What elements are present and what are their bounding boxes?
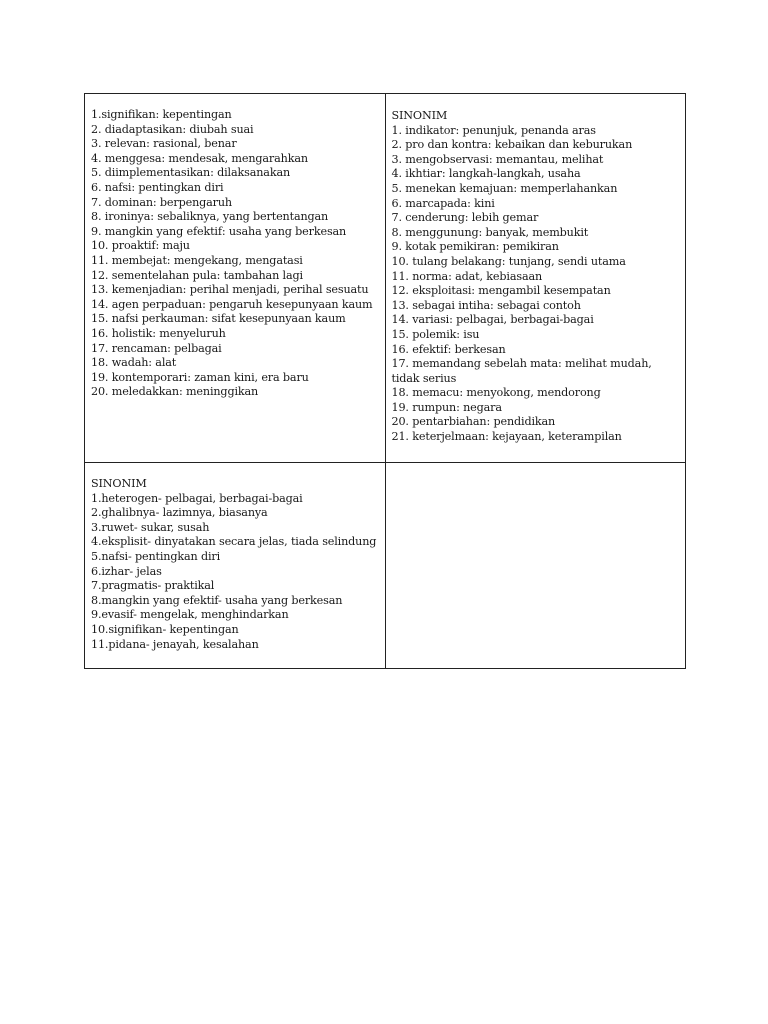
synonym-cell-bottom-left: [85, 463, 386, 669]
synonym-cell-top-left: [85, 94, 386, 463]
synonym-entry: 18. memacu: menyokong, mendorong: [391, 386, 601, 400]
synonym-entry: 6. nafsi: pentingkan diri: [91, 180, 224, 194]
synonym-entry: 12. sementelahan pula: tambahan lagi: [91, 268, 303, 282]
synonym-entry: 11. membejat: mengekang, mengatasi: [91, 253, 303, 267]
synonym-entry: 1.heterogen- pelbagai, berbagai-bagai: [91, 491, 303, 505]
synonym-entry: tidak serius: [391, 371, 457, 385]
synonym-entry: 7. cenderung: lebih gemar: [391, 211, 539, 225]
synonym-entry: 2. pro dan kontra: kebaikan dan keburukan: [391, 138, 633, 152]
synonym-entry: 16. holistik: menyeluruh: [91, 326, 226, 340]
synonym-entry: 9. mangkin yang efektif: usaha yang berkesan: [91, 224, 347, 238]
synonym-entry: 4.eksplisit- dinyatakan secara jelas, tiada selindung: [91, 535, 377, 549]
synonym-entry: 11. norma: adat, kebiasaan: [391, 269, 543, 283]
synonym-entry: 15. polemik: isu: [391, 327, 480, 341]
synonym-entry: 8. ironinya: sebaliknya, yang bertentangan: [91, 210, 329, 224]
cell-heading: SINONIM: [91, 477, 147, 490]
synonym-entry: 6. marcapada: kini: [391, 196, 495, 210]
synonym-cell-top-right: [385, 94, 686, 463]
synonym-list-1: [85, 94, 385, 400]
synonym-entry: 14. variasi: pelbagai, berbagai-bagai: [391, 313, 594, 327]
synonym-entry: 13. sebagai intiha: sebagai contoh: [391, 298, 581, 312]
synonym-entry: 3. relevan: rasional, benar: [91, 137, 237, 151]
synonym-entry: 7. dominan: berpengaruh: [91, 195, 232, 209]
synonym-entry: 1. indikator: penunjuk, penanda aras: [391, 123, 596, 137]
synonym-entry: 12. eksploitasi: mengambil kesempatan: [391, 284, 611, 298]
synonym-entry: 14. agen perpaduan: pengaruh kesepunyaan kaum: [91, 297, 373, 311]
synonym-entry: 10. proaktif: maju: [91, 239, 190, 253]
synonym-entry: 6.izhar- jelas: [91, 564, 162, 578]
synonym-entry: 20. pentarbiahan: pendidikan: [391, 415, 556, 429]
synonym-table: [84, 93, 686, 669]
synonym-entry: 8.mangkin yang efektif- usaha yang berkesan: [91, 593, 343, 607]
synonym-entry: 2.ghalibnya- lazimnya, biasanya: [91, 506, 268, 520]
synonym-entry: 3.ruwet- sukar, susah: [91, 520, 210, 534]
synonym-entry: 1.signifikan: kepentingan: [91, 108, 232, 121]
synonym-entry: 2. diadaptasikan: diubah suai: [91, 122, 254, 136]
synonym-entry: 4. ikhtiar: langkah-langkah, usaha: [391, 167, 581, 181]
synonym-entry: 18. wadah: alat: [91, 356, 177, 370]
synonym-entry: 5.nafsi- pentingkan diri: [91, 549, 221, 563]
synonym-entry: 15. nafsi perkauman: sifat kesepunyaan kaum: [91, 312, 346, 326]
synonym-list-2: [386, 94, 686, 445]
synonym-entry: 19. rumpun: negara: [391, 400, 502, 414]
synonym-entry: 9. kotak pemikiran: pemikiran: [391, 240, 559, 254]
synonym-cell-bottom-right-empty: [385, 463, 686, 669]
synonym-entry: 19. kontemporari: zaman kini, era baru: [91, 370, 309, 384]
synonym-entry: 10.signifikan- kepentingan: [91, 622, 239, 636]
synonym-entry: 16. efektif: berkesan: [391, 342, 506, 356]
synonym-entry: 17. memandang sebelah mata: melihat mudah,: [391, 357, 652, 371]
synonym-entry: 5. menekan kemajuan: memperlahankan: [391, 181, 618, 195]
cell-heading: SINONIM: [391, 109, 448, 122]
synonym-entry: 4. menggesa: mendesak, mengarahkan: [91, 151, 308, 165]
synonym-entry: 3. mengobservasi: memantau, melihat: [391, 152, 604, 166]
synonym-entry: 17. rencaman: pelbagai: [91, 341, 222, 355]
synonym-entry: 13. kemenjadian: perihal menjadi, perihal sesuatu: [91, 283, 369, 297]
synonym-entry: 5. diimplementasikan: dilaksanakan: [91, 166, 291, 180]
synonym-entry: 21. keterjelmaan: kejayaan, keterampilan: [391, 430, 622, 444]
synonym-entry: 9.evasif- mengelak, menghindarkan: [91, 608, 289, 622]
synonym-entry: 7.pragmatis- praktikal: [91, 579, 215, 593]
synonym-list-3: [85, 463, 385, 652]
synonym-entry: 20. meledakkan: meninggikan: [91, 385, 259, 399]
synonym-entry: 11.pidana- jenayah, kesalahan: [91, 637, 259, 651]
synonym-entry: 10. tulang belakang: tunjang, sendi utama: [391, 254, 626, 268]
synonym-entry: 8. menggunung: banyak, membukit: [391, 225, 589, 239]
